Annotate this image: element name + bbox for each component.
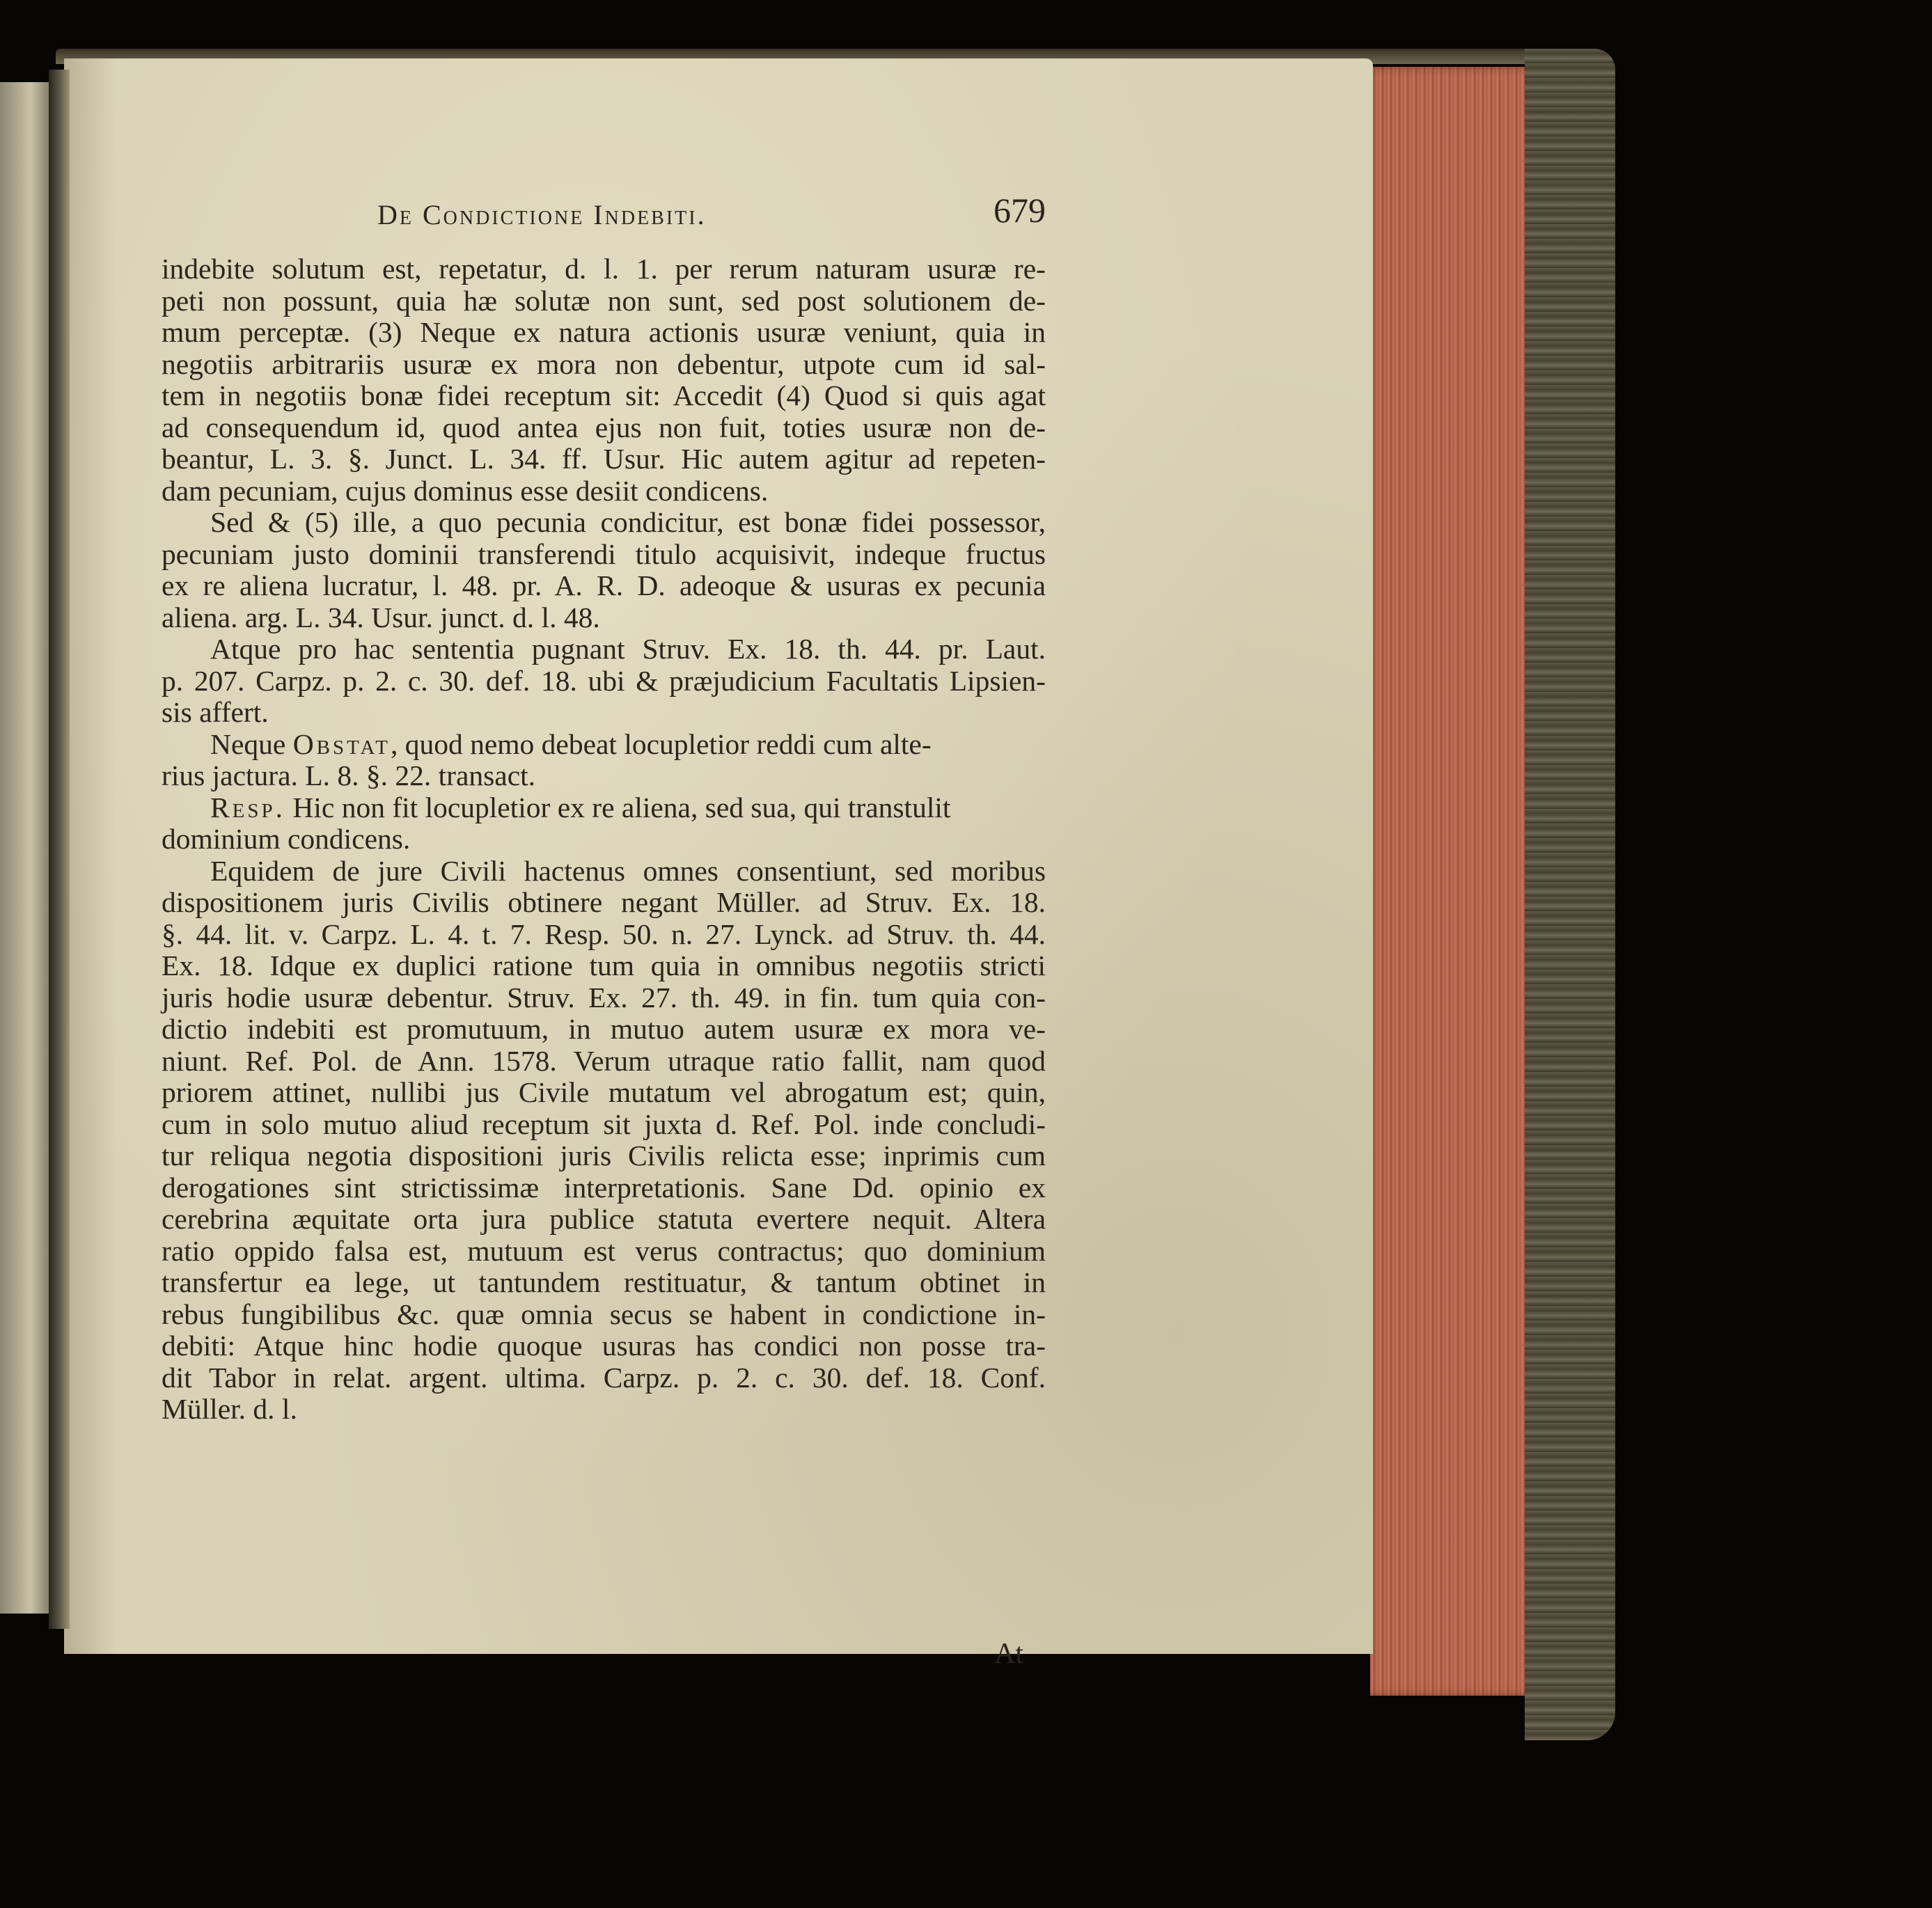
text-line: p. 207. Carpz. p. 2. c. 30. def. 18. ubi & præjudicium Facultatis Lipsien- bbox=[162, 664, 1046, 697]
text-fragment: Neque bbox=[210, 727, 286, 760]
text-line: Equidem de jure Civili hactenus omnes consentiunt, sed moribus bbox=[210, 854, 1046, 887]
book-cover-board bbox=[1525, 49, 1615, 1740]
text-fragment: Hic non fit locupletior ex re aliena, sed sua, qui transtulit bbox=[285, 791, 951, 823]
text-line: ratio oppido falsa est, mutuum est verus contractus; quo dominium bbox=[162, 1234, 1046, 1267]
text-line: tem in negotiis bonæ fidei receptum sit: Accedit (4) Quod si quis agat bbox=[162, 379, 1046, 411]
text-line bbox=[162, 792, 1046, 824]
text-line: dam pecuniam, cujus dominus esse desiit condicens. bbox=[162, 474, 769, 507]
text-line: pecuniam justo dominii transferendi titulo acquisivit, indeque fructus bbox=[162, 537, 1046, 570]
text-line: niunt. Ref. Pol. de Ann. 1578. Verum utraque ratio fallit, nam quod bbox=[162, 1044, 1046, 1077]
text-line: sis affert. bbox=[162, 696, 269, 728]
text-line bbox=[162, 729, 1046, 761]
left-page-edge bbox=[0, 82, 56, 1614]
text-line: cerebrina æquitate orta jura publice statuta evertere nequit. Altera bbox=[162, 1203, 1046, 1235]
text-line: negotiis arbitrariis usuræ ex mora non debentur, utpote cum id sal- bbox=[162, 347, 1046, 380]
catchword: At bbox=[994, 1638, 1023, 1670]
text-line: ad consequendum id, quod antea ejus non fuit, toties usuræ non de- bbox=[162, 411, 1046, 443]
text-line: juris hodie usuræ debentur. Struv. Ex. 27. th. 49. in fin. tum quia con- bbox=[162, 981, 1046, 1014]
text-line: priorem attinet, nullibi jus Civile mutatum vel abrogatum est; quin, bbox=[162, 1076, 1046, 1108]
text-line: dispositionem juris Civilis obtinere negant Müller. ad Struv. Ex. 18. bbox=[162, 886, 1046, 918]
text-line: Müller. d. l. bbox=[162, 1393, 297, 1425]
text-line: dominium condicens. bbox=[162, 823, 411, 855]
page-header bbox=[162, 191, 1046, 237]
text-line: Sed & (5) ille, a quo pecunia condicitur, est bonæ fidei possessor, bbox=[210, 506, 1046, 538]
text-line: §. 44. lit. v. Carpz. L. 4. t. 7. Resp. 50. n. 27. Lynck. ad Struv. th. 44. bbox=[162, 917, 1046, 950]
page-number: 679 bbox=[994, 191, 1046, 230]
text-line: peti non possunt, quia hæ solutæ non sunt, sed post solutionem de- bbox=[162, 284, 1046, 317]
text-fragment: , quod nemo debeat locupletior reddi cum alte- bbox=[390, 727, 932, 760]
page-text-block bbox=[162, 191, 1046, 1426]
text-line: debiti: Atque hinc hodie quoque usuras has condici non posse tra- bbox=[162, 1330, 1046, 1362]
text-line: dictio indebiti est promutuum, in mutuo autem usuræ ex mora ve- bbox=[162, 1013, 1046, 1045]
text-line: ex re aliena lucratur, l. 48. pr. A. R. D. adeoque & usuras ex pecunia bbox=[162, 569, 1046, 601]
text-line: dit Tabor in relat. argent. ultima. Carpz. p. 2. c. 30. def. 18. Conf. bbox=[162, 1361, 1046, 1394]
text-line: Ex. 18. Idque ex duplici ratione tum quia in omnibus negotiis stricti bbox=[162, 949, 1046, 981]
running-title: De Condictione Indebiti. bbox=[377, 199, 707, 230]
text-line: indebite solutum est, repetatur, d. l. 1. per rerum naturam usuræ re- bbox=[162, 253, 1046, 285]
text-line: mum perceptæ. (3) Neque ex natura actionis usuræ veniunt, quia in bbox=[162, 316, 1046, 348]
text-line: derogationes sint strictissimæ interpretationis. Sane Dd. opinio ex bbox=[162, 1171, 1046, 1204]
obstat-word: Obstat bbox=[292, 727, 391, 760]
text-line: cum in solo mutuo aliud receptum sit juxta d. Ref. Pol. inde concludi- bbox=[162, 1107, 1046, 1140]
text-line: tur reliqua negotia dispositioni juris Civilis relicta esse; inprimis cum bbox=[162, 1140, 1046, 1172]
text-line: Atque pro hac sententia pugnant Struv. Ex. 18. th. 44. pr. Laut. bbox=[210, 633, 1046, 665]
text-line: transfertur ea lege, ut tantundem restituatur, & tantum obtinet in bbox=[162, 1266, 1046, 1298]
book-gutter bbox=[49, 70, 70, 1629]
resp-word: Resp. bbox=[210, 791, 286, 823]
text-line: beantur, L. 3. §. Junct. L. 34. ff. Usur. Hic autem agitur ad repeten- bbox=[162, 443, 1046, 475]
text-line: rius jactura. L. 8. §. 22. transact. bbox=[162, 759, 536, 791]
text-line: aliena. arg. L. 34. Usur. junct. d. l. 48. bbox=[162, 601, 600, 633]
text-line: rebus fungibilibus &c. quæ omnia secus se habent in condictione in- bbox=[162, 1298, 1046, 1330]
page-block-edges bbox=[1370, 67, 1544, 1696]
